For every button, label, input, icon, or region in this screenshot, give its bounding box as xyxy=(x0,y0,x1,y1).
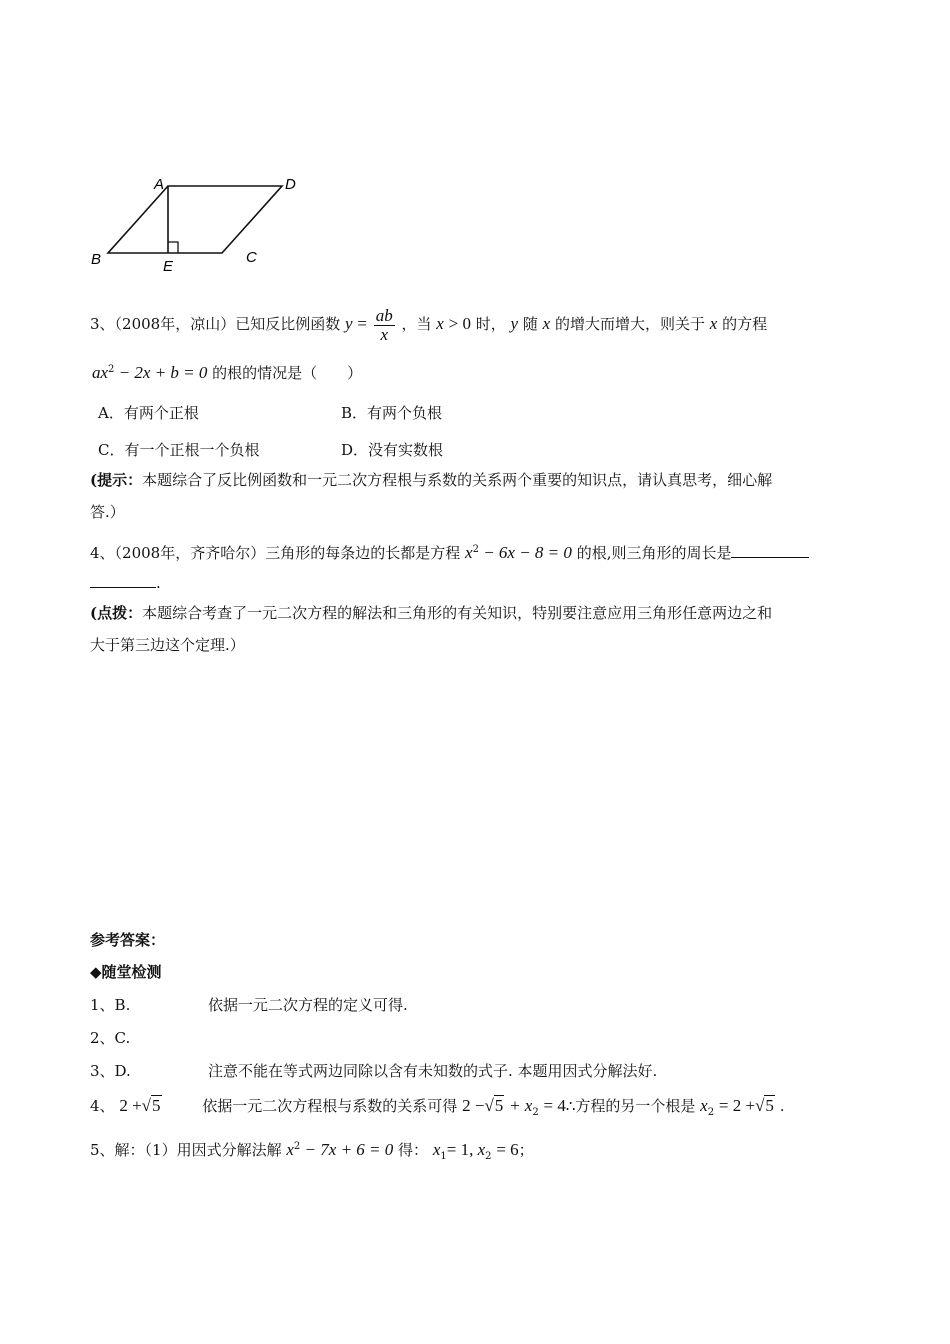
q3-line2 xyxy=(92,360,362,383)
q3-cond-rest: > 0 xyxy=(448,314,471,333)
answer-4-eq-sub: 2 xyxy=(532,1107,539,1118)
q3-option-d: D．没有实数根 xyxy=(341,441,444,459)
q4-eq-sup: 2 xyxy=(472,544,479,555)
answer-5-r2-sub: 2 xyxy=(485,1151,492,1162)
q4-end: . xyxy=(156,574,161,592)
answer-3-text: 注意不能在等式两边同除以含有未知数的式子. 本题用因式分解法好. xyxy=(208,1062,658,1080)
q4-rest: 的根,则三角形的周长是 xyxy=(576,544,732,562)
q3-option-a: A．有两个正根 xyxy=(98,404,199,422)
answer-4-res-sub: 2 xyxy=(707,1107,715,1118)
q4-lead: 4、（2008年，齐齐哈尔）三角形的每条边的长都是方程 xyxy=(90,544,461,562)
q3-follow: 随 xyxy=(522,315,538,333)
q4-tip-label: (点拨： xyxy=(90,604,143,622)
answer-4-eq-post: = 4 xyxy=(543,1096,566,1115)
answer-3-num: 3、D. xyxy=(90,1062,131,1080)
q3-line2-text: 的根的情况是（ ） xyxy=(212,364,363,382)
answer-4-eq-mid: + x xyxy=(509,1096,533,1115)
answer-5-r1: x xyxy=(432,1140,441,1159)
answer-3 xyxy=(90,1061,657,1081)
q3-hint-label: (提示： xyxy=(90,471,143,489)
q3-rest: 的增大而增大，则关于 xyxy=(555,315,706,333)
answer-5-get: 得： xyxy=(398,1141,429,1159)
q4-tip-line2: 大于第三边这个定理.） xyxy=(90,636,245,654)
answer-4-end: . xyxy=(779,1097,785,1115)
q4-eq-pre: x xyxy=(465,543,473,562)
q4-line2 xyxy=(90,573,161,593)
q3-line2-eq-pre: ax xyxy=(92,363,109,382)
q3-option-b: B．有两个负根 xyxy=(341,404,443,422)
answers-title: 参考答案： xyxy=(90,931,166,949)
answer-5-eq-sup: 2 xyxy=(293,1141,301,1152)
answer-4-text1: 依据一元二次方程根与系数的关系可得 xyxy=(202,1097,458,1115)
label-c: C xyxy=(246,249,257,266)
answer-4-res-pre: x xyxy=(700,1096,708,1115)
q3-y: y xyxy=(345,314,353,333)
q3-hint-text: 本题综合了反比例函数和一元二次方程根与系数的关系两个重要的知识点，请认真思考，细心解 xyxy=(142,471,773,489)
q3-comma: ，当 xyxy=(401,315,432,333)
right-angle-mark xyxy=(168,242,178,253)
label-e: E xyxy=(163,258,174,275)
q4-eq-post: − 6x − 8 = 0 xyxy=(478,543,572,562)
q3-eq-text: 的方程 xyxy=(722,315,768,333)
q3-line2-sup: 2 xyxy=(108,364,115,375)
q3-cond-x: x xyxy=(436,314,444,333)
q3-line2-eq-post: − 2x + b = 0 xyxy=(114,363,208,382)
answer-1-text: 依据一元二次方程的定义可得. xyxy=(208,996,408,1014)
answer-5-r1-sub: 1 xyxy=(440,1151,447,1162)
answer-4-val-pre: 2 + xyxy=(119,1096,142,1115)
answers-section: ◆随堂检测 xyxy=(90,963,162,981)
q4-tip-text: 本题综合考查了一元二次方程的解法和三角形的有关知识，特别要注意应用三角形任意两边之和 xyxy=(142,604,773,622)
q4-line1 xyxy=(90,540,809,563)
answer-5-end: ； xyxy=(518,1141,534,1159)
q3-when: 时， xyxy=(475,315,506,333)
q4-blank-1 xyxy=(731,557,809,558)
q3-frac-num: ab xyxy=(375,305,393,325)
label-d: D xyxy=(285,176,296,193)
answer-5-r2: x xyxy=(477,1140,486,1159)
answer-5-r2-val: = 6 xyxy=(496,1140,519,1159)
answer-5-eq-post: − 7x + 6 = 0 xyxy=(300,1140,394,1159)
answer-4-text2: ∴方程的另一个根是 xyxy=(565,1097,696,1115)
answer-4-res-sqrt: 5 xyxy=(765,1096,774,1115)
q3-hint xyxy=(90,470,772,490)
answer-2: 2、C. xyxy=(90,1029,131,1047)
q4-tip xyxy=(90,603,772,623)
answer-1 xyxy=(90,995,408,1015)
q3-hint-line2: 答.） xyxy=(90,503,125,521)
answer-1-num: 1、B. xyxy=(90,996,131,1014)
label-a: A xyxy=(154,176,165,193)
q3-line1 xyxy=(90,304,767,344)
parallelogram-abcd xyxy=(108,186,282,253)
q3-var-y: y xyxy=(510,314,519,333)
answer-5-r1-val: = 1, xyxy=(446,1140,478,1159)
q3-var-x: x xyxy=(542,314,551,333)
answer-4-val-sqrt: 5 xyxy=(152,1096,161,1115)
q3-fraction xyxy=(374,307,395,344)
parallelogram-figure xyxy=(0,0,950,290)
q3-frac-den: x xyxy=(380,324,388,344)
q3-option-c: C．有一个正根一个负根 xyxy=(98,441,260,459)
answer-5-eq-pre: x xyxy=(286,1140,294,1159)
q3-lead: 3、（2008年，凉山）已知反比例函数 xyxy=(90,315,341,333)
q4-blank-2 xyxy=(90,587,156,588)
q3-eq: = xyxy=(357,314,367,333)
answer-4-eq-sqrt: 5 xyxy=(494,1096,504,1115)
answer-5-num: 5、解：（1）用因式分解法解 xyxy=(90,1141,282,1159)
answer-4-res-mid: = 2 + xyxy=(718,1096,756,1115)
answer-4-eq-pre: 2 − xyxy=(462,1096,485,1115)
label-b: B xyxy=(91,251,102,268)
q3-var-x2: x xyxy=(709,314,718,333)
answer-4-num: 4、 xyxy=(90,1097,115,1115)
answer-5 xyxy=(90,1137,534,1167)
answer-4: 4、 2 +√5 依据一元二次方程根与系数的关系可得 $2 -√5 + x_2$ = 4∴方程的另一个根是 $x_2 = 2 +√5$ . xyxy=(90,1096,785,1118)
